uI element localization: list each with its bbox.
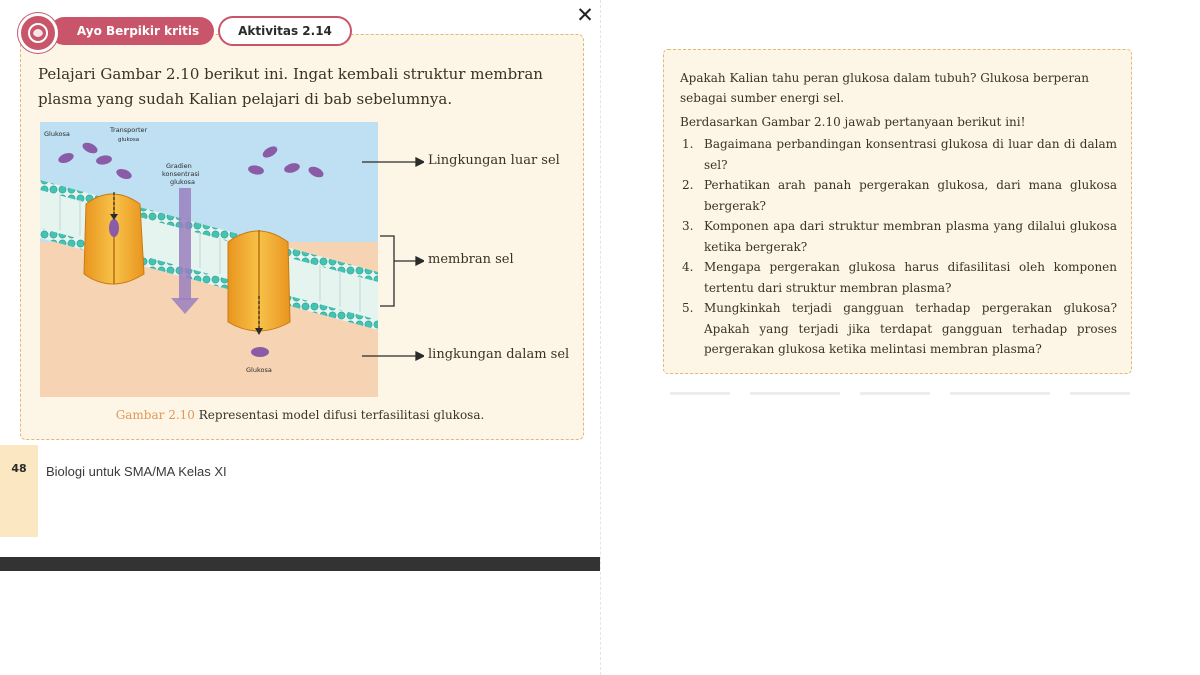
question-item (680, 257, 1117, 298)
activity-number-badge: Aktivitas 2.14 (218, 16, 352, 46)
callout-inner-environment: lingkungan dalam sel (428, 347, 570, 362)
brain-icon (18, 13, 58, 53)
question-list (680, 134, 1117, 360)
page-number: 48 (11, 462, 27, 475)
glucose-transporter-1 (84, 192, 144, 284)
question-number: 1. (682, 137, 694, 151)
label-transporter: Transporter (110, 126, 148, 134)
question-item (680, 134, 1117, 175)
page-divider (600, 0, 601, 675)
label-glucose-bottom: Glukosa (246, 366, 272, 374)
label-gradient-3: glukosa (170, 178, 195, 186)
question-text: Mengapa pergerakan glukosa harus difasilitasi oleh komponen tertentu dari struktur membran plasma? (704, 260, 1117, 295)
faint-text-shadow (670, 388, 1140, 400)
callout-arrows (360, 150, 424, 370)
question-number: 4. (682, 260, 694, 274)
callout-outer-environment: Lingkungan luar sel (428, 153, 560, 168)
question-text: Mungkinkah terjadi gangguan terhadap pergerakan glukosa? Apakah yang terjadi jika terdapat gangguan terhadap proses pergerakan glukosa ketika melintasi membran plasma? (704, 301, 1117, 356)
callout-cell-membrane: membran sel (428, 252, 514, 267)
page-number-tab (0, 445, 38, 537)
question-number: 2. (682, 178, 694, 192)
label-gradient-2: konsentrasi (162, 170, 200, 178)
figure-caption-label: Gambar 2.10 (115, 408, 195, 422)
question-text: Perhatikan arah panah pergerakan glukosa, dari mana glukosa bergerak? (704, 178, 1117, 213)
label-transporter-sub: glukosa (118, 137, 140, 143)
ayo-berpikir-kritis-badge: Ayo Berpikir kritis (50, 17, 214, 45)
question-number: 3. (682, 219, 694, 233)
label-glucose-top: Glukosa (44, 130, 70, 138)
question-number: 5. (682, 301, 694, 315)
question-text: Komponen apa dari struktur membran plasma yang dilalui glukosa ketika bergerak? (704, 219, 1117, 254)
question-item (680, 298, 1117, 360)
bottom-bar (0, 557, 600, 571)
question-item (680, 216, 1117, 257)
question-box (663, 49, 1132, 374)
question-item (680, 175, 1117, 216)
close-icon[interactable]: ✕ (576, 3, 594, 27)
arrow-right-icon (416, 352, 424, 360)
question-text: Bagaimana perbandingan konsentrasi glukosa di luar dan di dalam sel? (704, 137, 1117, 172)
question-prompt: Berdasarkan Gambar 2.10 jawab pertanyaan berikut ini! (680, 115, 1026, 129)
glucose-transporter-2 (228, 230, 290, 335)
arrow-right-icon (416, 257, 424, 265)
label-gradient-1: Gradien (166, 162, 192, 170)
figure-caption (40, 408, 560, 422)
book-title: Biologi untuk SMA/MA Kelas XI (46, 464, 227, 479)
intro-paragraph: Pelajari Gambar 2.10 berikut ini. Ingat kembali struktur membran plasma yang sudah Kalian pelajari di bab sebelumnya. (38, 65, 543, 108)
arrow-right-icon (416, 158, 424, 166)
figure-caption-text: Representasi model difusi terfasilitasi glukosa. (198, 408, 485, 422)
figure-facilitated-diffusion (40, 122, 378, 397)
lead-paragraph: Apakah Kalian tahu peran glukosa dalam tubuh? Glukosa berperan sebagai sumber energi sel. (680, 71, 1089, 105)
